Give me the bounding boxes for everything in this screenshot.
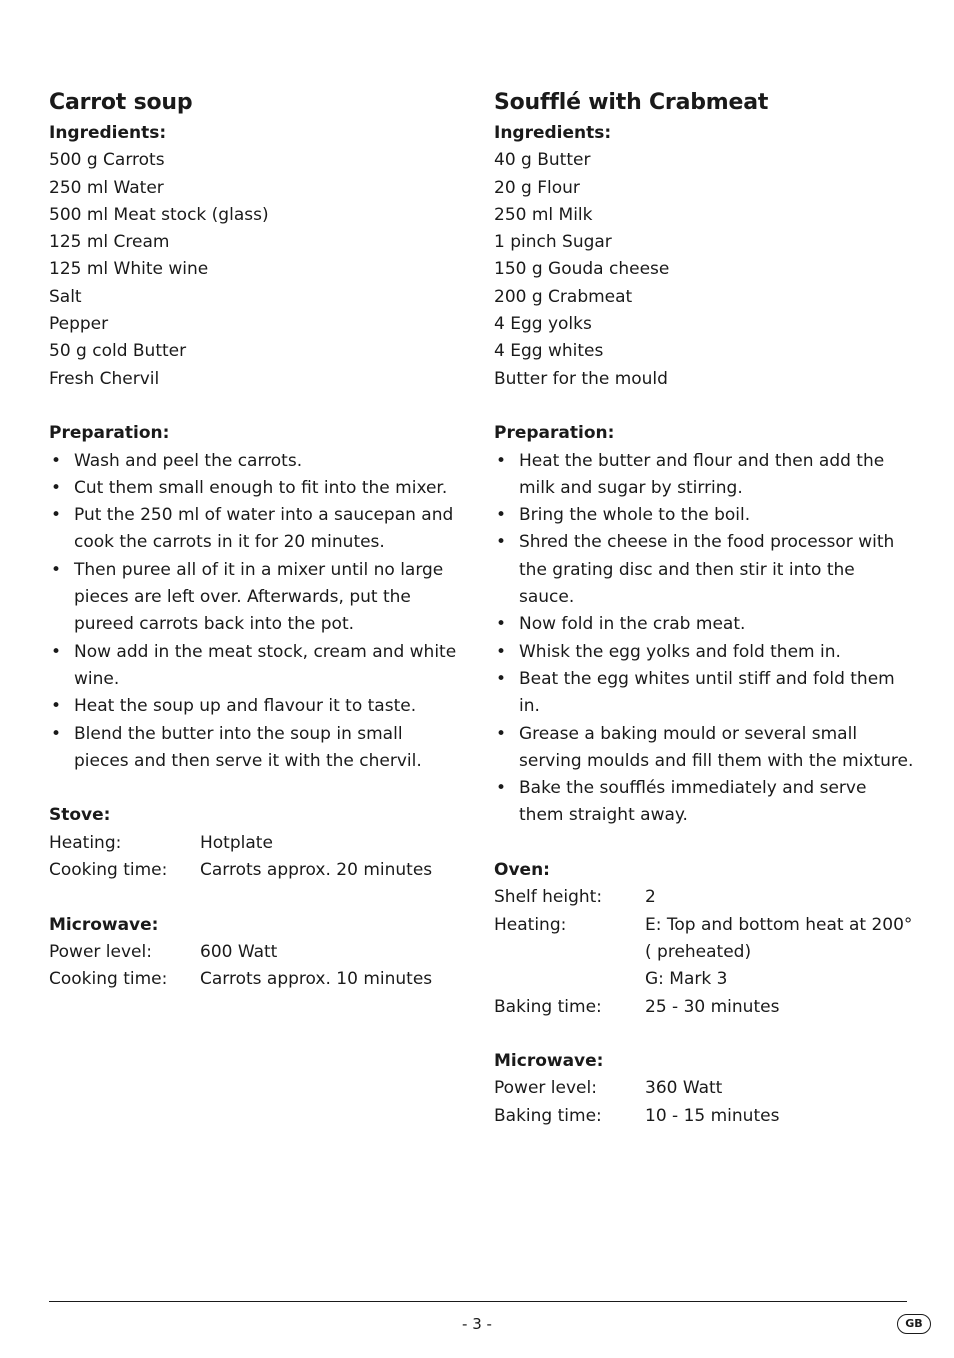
heating-value-line: ( preheated) <box>645 941 752 962</box>
ingredients-list <box>494 147 914 393</box>
preparation-step: • Bring the whole to the boil. <box>494 502 914 529</box>
preparation-step: • Now fold in the crab meat. <box>494 611 914 638</box>
row-label: Heating: <box>494 914 567 935</box>
row-label: Cooking time: <box>49 969 168 990</box>
preparation-steps <box>49 448 459 776</box>
footer-divider <box>49 1301 907 1302</box>
ingredient-item: 4 Egg yolks <box>494 314 592 335</box>
preparation-step: • Now add in the meat stock, cream and white wine. <box>49 639 459 694</box>
ingredient-item: 20 g Flour <box>494 177 580 198</box>
stove-heading: Stove: <box>49 805 111 826</box>
row-label: Shelf height: <box>494 887 603 908</box>
microwave-power-row <box>49 939 459 966</box>
row-value: 25 - 30 minutes <box>645 996 780 1017</box>
souffle-recipe <box>494 86 914 1130</box>
language-badge: GB <box>897 1314 931 1334</box>
preparation-step: • Put the 250 ml of water into a saucepan and cook the carrots in it for 20 minutes. <box>49 502 459 557</box>
heating-value-line: G: Mark 3 <box>645 969 728 990</box>
ingredient-item: 125 ml White wine <box>49 259 209 280</box>
preparation-step: • Grease a baking mould or several small serving moulds and fill them with the mixture. <box>494 721 914 776</box>
heating-value-line: E: Top and bottom heat at 200° <box>645 914 913 935</box>
oven-shelf-height-row <box>494 884 914 911</box>
row-value: 10 - 15 minutes <box>645 1105 780 1126</box>
row-value: Hotplate <box>200 832 273 853</box>
ingredient-item: 40 g Butter <box>494 150 591 171</box>
ingredient-item: 150 g Gouda cheese <box>494 259 670 280</box>
preparation-step: • Heat the soup up and flavour it to taste. <box>49 693 459 720</box>
oven-heating-row <box>494 912 914 994</box>
row-value <box>645 912 914 994</box>
preparation-step: • Wash and peel the carrots. <box>49 448 459 475</box>
ingredient-item: 500 g Carrots <box>49 150 165 171</box>
row-label: Baking time: <box>494 996 602 1017</box>
row-value: 360 Watt <box>645 1078 723 1099</box>
ingredients-list <box>49 147 459 393</box>
preparation-step: • Shred the cheese in the food processor with the grating disc and then stir it into the sauce. <box>494 529 914 611</box>
ingredient-item: 50 g cold Butter <box>49 341 187 362</box>
ingredient-item: Butter for the mould <box>494 368 668 389</box>
recipe-title: Carrot soup <box>49 90 193 115</box>
preparation-steps <box>494 448 914 830</box>
carrot-soup-recipe <box>49 86 459 994</box>
row-label: Cooking time: <box>49 860 168 881</box>
row-label: Baking time: <box>494 1105 602 1126</box>
preparation-step: • Then puree all of it in a mixer until no large pieces are left over. Afterwards, put the pureed carrots back into the pot. <box>49 557 459 639</box>
stove-cooking-time-row <box>49 857 459 884</box>
row-value: 2 <box>645 887 656 908</box>
ingredient-item: Fresh Chervil <box>49 368 160 389</box>
microwave-baking-time-row <box>494 1103 914 1130</box>
ingredient-item: 500 ml Meat stock (glass) <box>49 204 269 225</box>
preparation-step: • Whisk the egg yolks and fold them in. <box>494 639 914 666</box>
preparation-step: • Blend the butter into the soup in small pieces and then serve it with the chervil. <box>49 721 459 776</box>
microwave-cooking-time-row <box>49 966 459 993</box>
preparation-step: • Cut them small enough to fit into the mixer. <box>49 475 459 502</box>
row-label: Heating: <box>49 832 122 853</box>
stove-heating-row <box>49 830 459 857</box>
preparation-heading: Preparation: <box>49 423 170 444</box>
row-value: Carrots approx. 10 minutes <box>200 969 433 990</box>
ingredient-item: 125 ml Cream <box>49 232 170 253</box>
ingredient-item: Pepper <box>49 314 109 335</box>
ingredient-item: Salt <box>49 286 82 307</box>
row-value: Carrots approx. 20 minutes <box>200 860 433 881</box>
preparation-heading: Preparation: <box>494 423 615 444</box>
ingredient-item: 250 ml Water <box>49 177 164 198</box>
preparation-step: • Heat the butter and flour and then add the milk and sugar by stirring. <box>494 448 914 503</box>
ingredient-item: 200 g Crabmeat <box>494 286 633 307</box>
preparation-step: • Beat the egg whites until stiff and fold them in. <box>494 666 914 721</box>
oven-heading: Oven: <box>494 860 550 881</box>
microwave-heading: Microwave: <box>49 914 159 935</box>
ingredient-item: 1 pinch Sugar <box>494 232 612 253</box>
row-label: Power level: <box>494 1078 597 1099</box>
ingredient-item: 4 Egg whites <box>494 341 604 362</box>
ingredients-heading: Ingredients: <box>494 123 612 143</box>
preparation-step: • Bake the soufflés immediately and serve them straight away. <box>494 775 914 830</box>
microwave-power-row <box>494 1075 914 1102</box>
page-number: - 3 - <box>462 1315 492 1333</box>
recipe-title: Soufflé with Crabmeat <box>494 90 769 115</box>
microwave-heading: Microwave: <box>494 1051 604 1072</box>
row-label: Power level: <box>49 941 152 962</box>
ingredients-heading: Ingredients: <box>49 123 167 143</box>
ingredient-item: 250 ml Milk <box>494 204 593 225</box>
oven-baking-time-row <box>494 994 914 1021</box>
row-value: 600 Watt <box>200 941 278 962</box>
